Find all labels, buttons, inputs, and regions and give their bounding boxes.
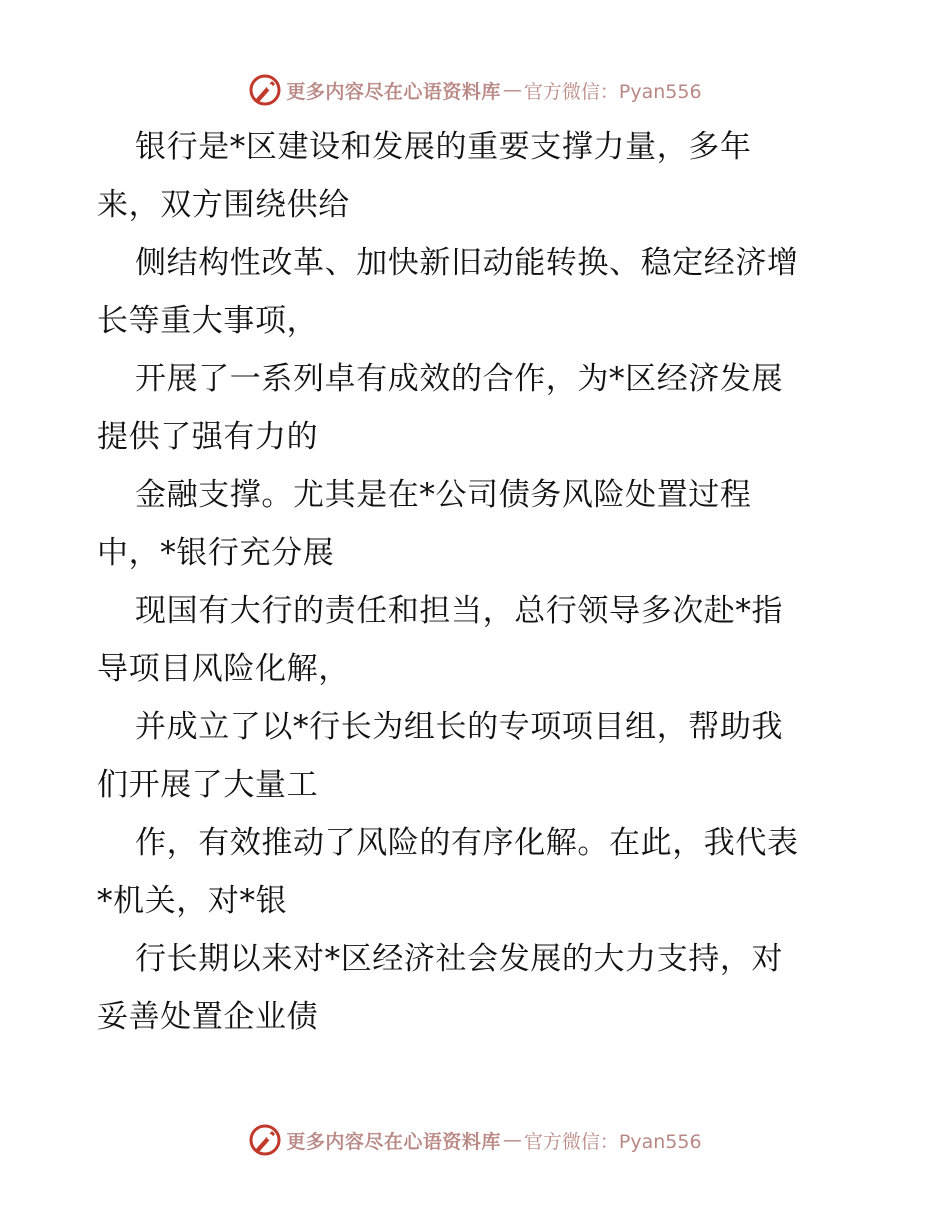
banner-wechat: 官方微信：Pyan556 [523,80,702,103]
body-line: 现国有大行的责任和担当，总行领导多次赴*指 [135,593,784,629]
body-line: 金融支撑。尤其是在*公司债务风险处置过程 [135,477,752,513]
header-banner [0,72,950,108]
body-line: 来，双方围绕供给 [97,187,350,223]
brand-logo-icon [248,73,282,107]
body-line: 银行是*区建设和发展的重要支撑力量，多年 [135,129,752,165]
document-body [97,118,857,1046]
body-line: 提供了强有力的 [97,419,319,455]
banner-separator: — [502,79,522,101]
body-line: *机关，对*银 [97,883,288,919]
body-line: 行长期以来对*区经济社会发展的大力支持，对 [135,941,784,977]
body-line: 们开展了大量工 [97,767,319,803]
banner-text: 更多内容尽在心语资料库 [286,1130,501,1153]
banner-separator: — [502,1129,522,1151]
banner-text: 更多内容尽在心语资料库 [286,80,501,103]
body-line: 并成立了以*行长为组长的专项项目组，帮助我 [135,709,784,745]
body-line: 妥善处置企业债 [97,999,319,1035]
body-line: 开展了一系列卓有成效的合作，为*区经济发展 [135,361,784,397]
brand-logo-icon [248,1123,282,1157]
body-line: 导项目风险化解， [97,651,350,687]
body-line: 长等重大事项， [97,303,319,339]
body-line: 中，*银行充分展 [97,535,335,571]
body-line: 侧结构性改革、加快新旧动能转换、稳定经济增 [135,245,799,281]
footer-banner [0,1122,950,1158]
banner-wechat: 官方微信：Pyan556 [523,1130,702,1153]
body-line: 作，有效推动了风险的有序化解。在此，我代表 [135,825,799,861]
